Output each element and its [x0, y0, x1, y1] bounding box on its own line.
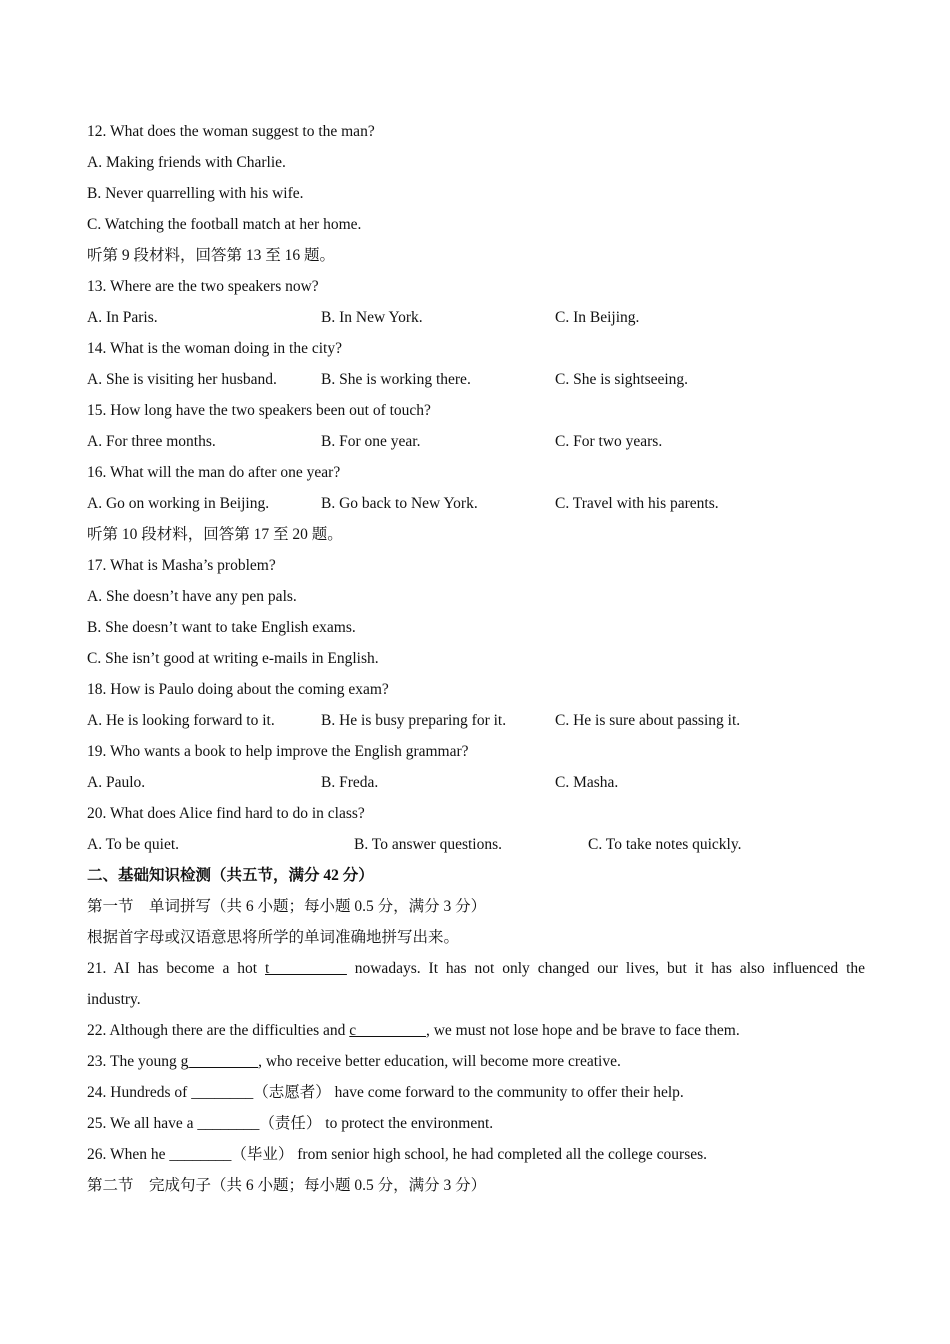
part-2-heading: 二、基础知识检测（共五节，满分 42 分）: [87, 867, 374, 884]
q14-option-b: B. She is working there.: [321, 371, 471, 388]
q24-text-end: have come forward to the community to offer their help.: [330, 1084, 684, 1101]
section-10-instruction: 听第 10 段材料，回答第 17 至 20 题。: [87, 526, 343, 543]
q13-option-a: A. In Paris.: [87, 309, 158, 326]
q23-text-end: , who receive better education, will become more creative.: [258, 1053, 621, 1070]
q19-option-c: C. Masha.: [555, 774, 619, 791]
q26-text-end: from senior high school, he had completed all the college courses.: [293, 1146, 708, 1163]
q18-option-b: B. He is busy preparing for it.: [321, 712, 507, 729]
q18-option-c: C. He is sure about passing it.: [555, 712, 741, 729]
question-16: 16. What will the man do after one year?: [87, 464, 341, 481]
q24-blank: ________: [191, 1084, 254, 1101]
q23-blank: g_________: [180, 1053, 259, 1070]
q25-text-start: 25. We all have a: [87, 1115, 198, 1132]
q26-text-start: 26. When he: [87, 1146, 170, 1163]
q21-text-start: 21. AI has become a hot: [87, 960, 265, 977]
q15-options: [87, 426, 865, 457]
q16-option-a: A. Go on working in Beijing.: [87, 495, 270, 512]
q16-options: [87, 488, 865, 519]
q18-options: [87, 705, 865, 736]
q12-option-c: C. Watching the football match at her home.: [87, 216, 362, 233]
question-15: 15. How long have the two speakers been out of touch?: [87, 402, 431, 419]
q25-blank: ________: [197, 1115, 260, 1132]
q25-text-end: to protect the environment.: [321, 1115, 494, 1132]
q26-hint: （毕业）: [231, 1146, 294, 1163]
q15-option-a: A. For three months.: [87, 433, 216, 450]
question-23: [87, 1046, 865, 1077]
question-25: [87, 1108, 865, 1139]
q14-options: [87, 364, 865, 395]
question-18: 18. How is Paulo doing about the coming exam?: [87, 681, 389, 698]
q14-option-c: C. She is sightseeing.: [555, 371, 689, 388]
q20-option-b: B. To answer questions.: [354, 836, 503, 853]
q26-blank: ________: [169, 1146, 232, 1163]
q19-options: [87, 767, 865, 798]
question-19: 19. Who wants a book to help improve the English grammar?: [87, 743, 469, 760]
part-2-section-1-heading: 第一节 单词拼写（共 6 小题；每小题 0.5 分，满分 3 分）: [87, 898, 487, 915]
question-24: [87, 1077, 865, 1108]
q12-option-b: B. Never quarrelling with his wife.: [87, 185, 304, 202]
q21-blank: t__________: [265, 960, 347, 977]
q14-option-a: A. She is visiting her husband.: [87, 371, 277, 388]
q18-option-a: A. He is looking forward to it.: [87, 712, 275, 729]
q19-option-a: A. Paulo.: [87, 774, 146, 791]
q20-option-c: C. To take notes quickly.: [588, 836, 742, 853]
question-13: 13. Where are the two speakers now?: [87, 278, 319, 295]
q12-option-a: A. Making friends with Charlie.: [87, 154, 286, 171]
q15-option-c: C. For two years.: [555, 433, 663, 450]
q24-hint: （志愿者）: [253, 1084, 331, 1101]
section-9-instruction: 听第 9 段材料，回答第 13 至 16 题。: [87, 247, 336, 264]
q16-option-c: C. Travel with his parents.: [555, 495, 719, 512]
q15-option-b: B. For one year.: [321, 433, 421, 450]
q13-options: [87, 302, 865, 333]
q17-option-c: C. She isn’t good at writing e-mails in English.: [87, 650, 379, 667]
q21-text-end: nowadays. It has not only changed our lives, but it has also influenced the: [346, 960, 866, 977]
q20-option-a: A. To be quiet.: [87, 836, 180, 853]
q13-option-b: B. In New York.: [321, 309, 423, 326]
question-22: [87, 1015, 865, 1046]
q17-option-a: A. She doesn’t have any pen pals.: [87, 588, 297, 605]
q20-options: [87, 829, 865, 860]
part-2-section-2-heading: 第二节 完成句子（共 6 小题；每小题 0.5 分，满分 3 分）: [87, 1177, 487, 1194]
exam-page: [87, 116, 865, 1201]
q19-option-b: B. Freda.: [321, 774, 379, 791]
question-21: [87, 953, 865, 984]
q22-text-start: 22. Although there are the difficulties and: [87, 1022, 350, 1039]
question-12: 12. What does the woman suggest to the man?: [87, 123, 375, 140]
q25-hint: （责任）: [259, 1115, 322, 1132]
q22-blank: c_________: [349, 1022, 426, 1039]
q13-option-c: C. In Beijing.: [555, 309, 640, 326]
q16-option-b: B. Go back to New York.: [321, 495, 478, 512]
question-17: 17. What is Masha’s problem?: [87, 557, 276, 574]
q24-text-start: 24. Hundreds of: [87, 1084, 192, 1101]
part-2-section-1-instruction: 根据首字母或汉语意思将所学的单词准确地拼写出来。: [87, 929, 460, 946]
question-14: 14. What is the woman doing in the city?: [87, 340, 342, 357]
question-26: [87, 1139, 865, 1170]
question-21-continued: industry.: [87, 991, 141, 1008]
question-20: 20. What does Alice find hard to do in class?: [87, 805, 365, 822]
q22-text-end: , we must not lose hope and be brave to face them.: [425, 1022, 740, 1039]
q23-text-start: 23. The young: [87, 1053, 181, 1070]
q17-option-b: B. She doesn’t want to take English exams.: [87, 619, 356, 636]
